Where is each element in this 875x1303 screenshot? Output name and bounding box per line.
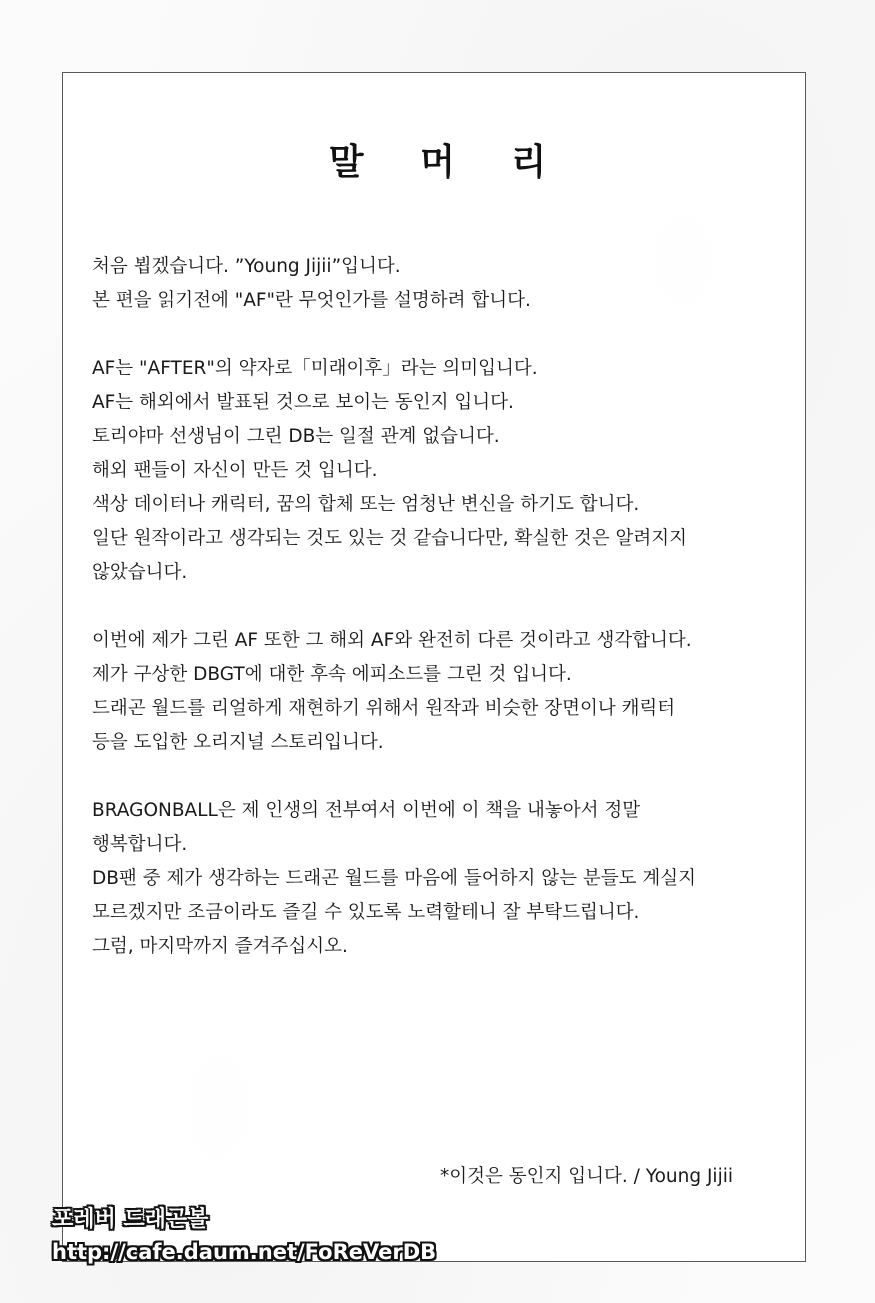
- text-line: 이번에 제가 그린 AF 또한 그 해외 AF와 완전히 다른 것이라고 생각합니다.: [92, 630, 692, 651]
- text-line: DB팬 중 제가 생각하는 드래곤 월드를 마음에 들어하지 않는 분들도 계실지: [92, 868, 697, 889]
- text-line: 해외 팬들이 자신이 만든 것 입니다.: [92, 460, 378, 481]
- body-text: [92, 250, 782, 998]
- text-line: AF는 해외에서 발표된 것으로 보이는 동인지 입니다.: [92, 392, 514, 413]
- text-line: 않았습니다.: [92, 562, 188, 583]
- text-line: 색상 데이터나 캐릭터, 꿈의 합체 또는 엄청난 변신을 하기도 합니다.: [92, 494, 640, 515]
- watermark-url: http://cafe.daum.net/FoReVerDB: [52, 1240, 437, 1264]
- paragraph-intro: [92, 250, 782, 318]
- text-line: 드래곤 월드를 리얼하게 재현하기 위해서 원작과 비슷한 장면이나 캐릭터: [92, 698, 676, 719]
- text-line: 처음 뵙겠습니다. ”Young Jijii”입니다.: [92, 256, 401, 277]
- watermark: [52, 1205, 436, 1269]
- paragraph-closing: [92, 794, 782, 964]
- text-line: BRAGONBALL은 제 인생의 전부여서 이번에 이 책을 내놓아서 정말: [92, 800, 641, 821]
- signature: *이것은 동인지 입니다. / Young Jijii: [440, 1166, 733, 1187]
- text-line: 토리야마 선생님이 그린 DB는 일절 관계 없습니다.: [92, 426, 500, 447]
- text-line: 본 편을 읽기전에 "AF"란 무엇인가를 설명하려 합니다.: [92, 290, 531, 311]
- watermark-title: 포레버 드래곤볼: [52, 1207, 209, 1232]
- text-line: AF는 "AFTER"의 약자로「미래이후」라는 의미입니다.: [92, 358, 538, 379]
- text-line: 그럼, 마지막까지 즐겨주십시오.: [92, 936, 348, 957]
- text-line: 등을 도입한 오리지널 스토리입니다.: [92, 732, 384, 753]
- text-line: 모르겠지만 조금이라도 즐길 수 있도록 노력할테니 잘 부탁드립니다.: [92, 902, 640, 923]
- paragraph-this-af: [92, 624, 782, 760]
- paragraph-af-explanation: [92, 352, 782, 590]
- text-line: 일단 원작이라고 생각되는 것도 있는 것 같습니다만, 확실한 것은 알려지지: [92, 528, 687, 549]
- page-title: 말 머 리: [328, 142, 569, 183]
- text-line: 행복합니다.: [92, 834, 188, 855]
- text-line: 제가 구상한 DBGT에 대한 후속 에피소드를 그린 것 입니다.: [92, 664, 572, 685]
